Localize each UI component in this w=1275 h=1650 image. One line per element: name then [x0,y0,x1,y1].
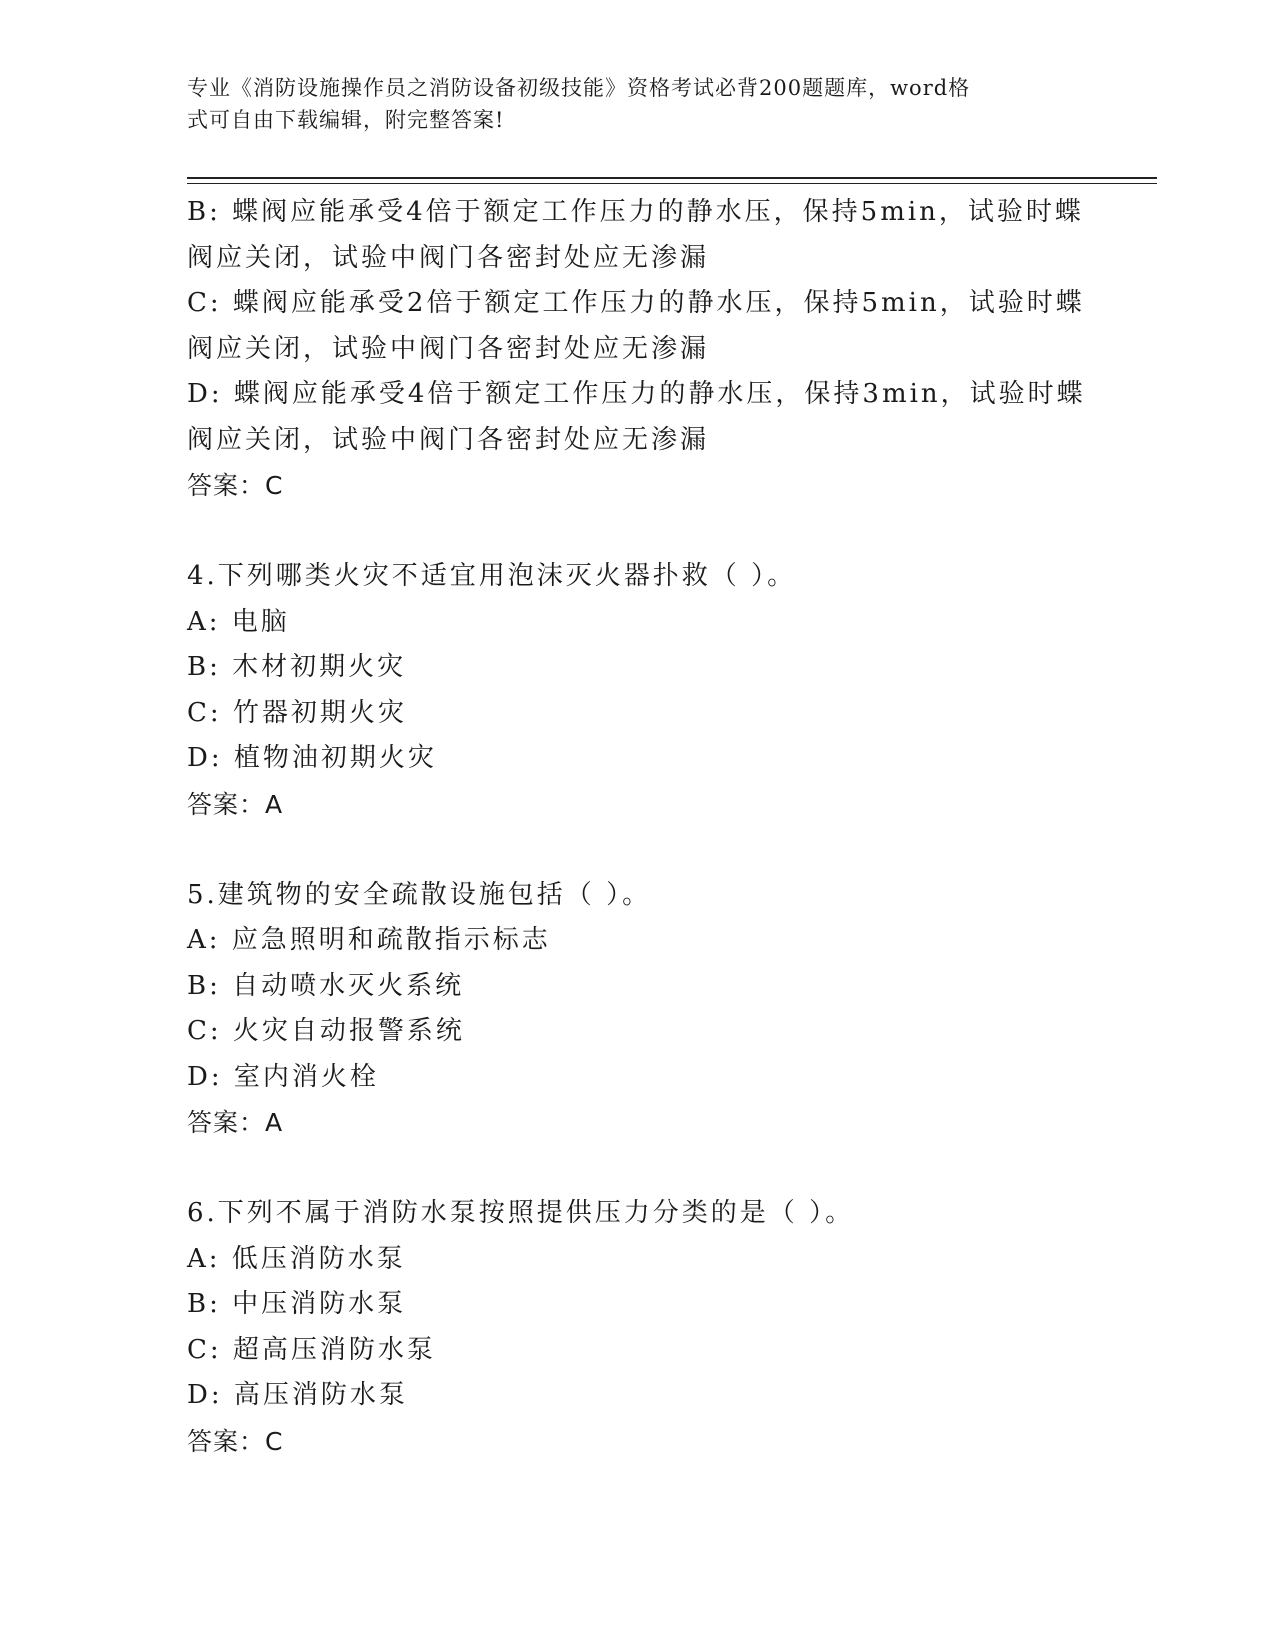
q5-question-text: 5.建筑物的安全疏散设施包括（ ）。 [187,879,652,910]
question-content [187,190,1087,1464]
q6-option-c: C: 超高压消防水泵 [187,1334,436,1365]
q3-option-d-line-2: 阀应关闭，试验中阀门各密封处应无渗漏 [187,424,710,455]
q4-option-d: D: 植物油初期火灾 [187,743,437,773]
q3-answer: 答案：C [187,471,284,500]
q5-option-b: B: 自动喷水灭火系统 [187,970,465,1001]
q6-option-a: A: 低压消防水泵 [187,1243,406,1274]
q3-option-c-line-2: 阀应关闭，试验中阀门各密封处应无渗漏 [187,333,710,364]
header-line-1: 专业《消防设施操作员之消防设备初级技能》资格考试必背200题题库，word格 [187,76,971,100]
header-line-2: 式可自由下载编辑，附完整答案! [187,108,505,132]
q3-option-d-line-1: D: 蝶阀应能承受4倍于额定工作压力的静水压，保持3min，试验时蝶 [187,379,1086,409]
question-4-block [187,554,1087,827]
q4-question-text: 4.下列哪类火灾不适宜用泡沫灭火器扑救（ ）。 [187,561,797,591]
q5-option-a: A: 应急照明和疏散指示标志 [187,925,551,955]
q4-option-b: B: 木材初期火灾 [187,652,407,682]
q4-option-a: A: 电脑 [187,606,290,637]
document-header [187,72,1087,136]
spacer [187,509,1087,555]
q4-answer: 答案：A [187,789,284,819]
spacer [187,1146,1087,1192]
q6-option-d: D: 高压消防水泵 [187,1380,408,1410]
q5-answer: 答案：A [187,1108,284,1137]
header-divider-thick [187,177,1157,179]
q6-question-text: 6.下列不属于消防水泵按照提供压力分类的是（ ）。 [187,1198,855,1228]
q3-option-b-line-1: B: 蝶阀应能承受4倍于额定工作压力的静水压，保持5min，试验时蝶 [187,197,1084,227]
q4-option-c: C: 竹器初期火灾 [187,697,407,728]
question-5-block [187,873,1087,1146]
q6-answer: 答案：C [187,1426,284,1456]
q3-option-b-line-2: 阀应关闭，试验中阀门各密封处应无渗漏 [187,242,710,273]
question-3-block [187,190,1087,509]
q3-option-c-line-1: C: 蝶阀应能承受2倍于额定工作压力的静水压，保持5min，试验时蝶 [187,288,1085,318]
q5-option-c: C: 火灾自动报警系统 [187,1016,465,1046]
question-6-block [187,1191,1087,1464]
q6-option-b: B: 中压消防水泵 [187,1289,407,1319]
header-divider-thin [187,183,1157,184]
q5-option-d: D: 室内消火栓 [187,1061,379,1092]
spacer [187,827,1087,873]
